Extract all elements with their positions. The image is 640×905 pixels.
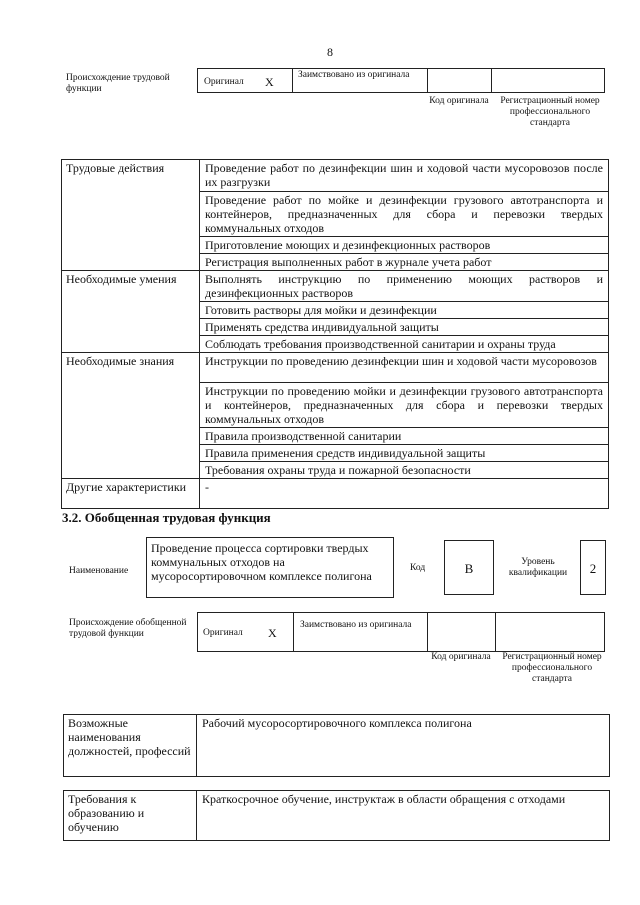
education-table [63,790,610,841]
reg-caption-2: Регистрационный номер профессионального стандарта [502,652,602,684]
skill-item: Выполнять инструкцию по применению моющих растворов и дезинфекционных растворов [200,271,609,302]
page-number: 8 [327,45,333,59]
other-item: - [200,479,609,509]
reg-caption: Регистрационный номер профессионального стандарта [500,96,600,128]
row-label-actions: Трудовые действия [62,160,200,271]
education-label: Требования к образованию и обучению [64,791,197,841]
knowledge-item: Правила применения средств индивидуальной защиты [200,445,609,462]
row-label-other: Другие характеристики [62,479,200,509]
level-label: Уровень квалификации [508,557,568,578]
code-caption: Код оригинала [429,96,489,106]
original-mark-2: X [268,626,277,640]
skill-item: Применять средства индивидуальной защиты [200,319,609,336]
skill-item: Готовить растворы для мойки и дезинфекции [200,302,609,319]
level-value: 2 [580,540,606,595]
generalized-origin-box [197,612,605,652]
action-item: Регистрация выполненных работ в журнале учета работ [200,254,609,271]
original-label: Оригинал [204,77,244,87]
knowledge-item: Инструкции по проведению мойки и дезинфекции грузового автотранспорта и контейнеров, предназначенных для сбора и перевозки твердых коммунальных отходов [200,383,609,428]
code-value: B [444,540,494,595]
code-caption-2: Код оригинала [431,652,491,662]
row-label-skills: Необходимые умения [62,271,200,353]
labor-function-table [61,159,609,509]
knowledge-item: Инструкции по проведению дезинфекции шин и ходовой части мусоровозов [200,353,609,383]
positions-value: Рабочий мусоросортировочного комплекса полигона [197,715,610,777]
knowledge-item: Правила производственной санитарии [200,428,609,445]
name-label: Наименование [69,566,129,576]
skill-item: Соблюдать требования производственной санитарии и охраны труда [200,336,609,353]
action-item: Проведение работ по мойке и дезинфекции грузового автотранспорта и контейнеров, предназначенных для сбора и перевозки твердых коммунальных отходов [200,192,609,237]
borrowed-label-2: Заимствовано из оригинала [300,620,412,630]
section-heading: 3.2. Обобщенная трудовая функция [62,510,271,525]
generalized-origin-label: Происхождение обобщенной трудовой функции [69,618,187,639]
row-label-knowledge: Необходимые знания [62,353,200,479]
knowledge-item: Требования охраны труда и пожарной безопасности [200,462,609,479]
origin-label: Происхождение трудовой функции [66,73,170,94]
action-item: Проведение работ по дезинфекции шин и ходовой части мусоровозов после их разгрузки [200,160,609,192]
education-value: Краткосрочное обучение, инструктаж в области обращения с отходами [197,791,610,841]
original-mark: X [265,75,274,89]
positions-table [63,714,610,777]
borrowed-label: Заимствовано из оригинала [298,70,410,80]
action-item: Приготовление моющих и дезинфекционных растворов [200,237,609,254]
positions-label: Возможные наименования должностей, профессий [64,715,197,777]
code-label: Код [410,563,426,573]
original-label-2: Оригинал [203,628,243,638]
name-value: Проведение процесса сортировки твердых коммунальных отходов на мусоросортировочном комплексе полигона [146,537,394,598]
